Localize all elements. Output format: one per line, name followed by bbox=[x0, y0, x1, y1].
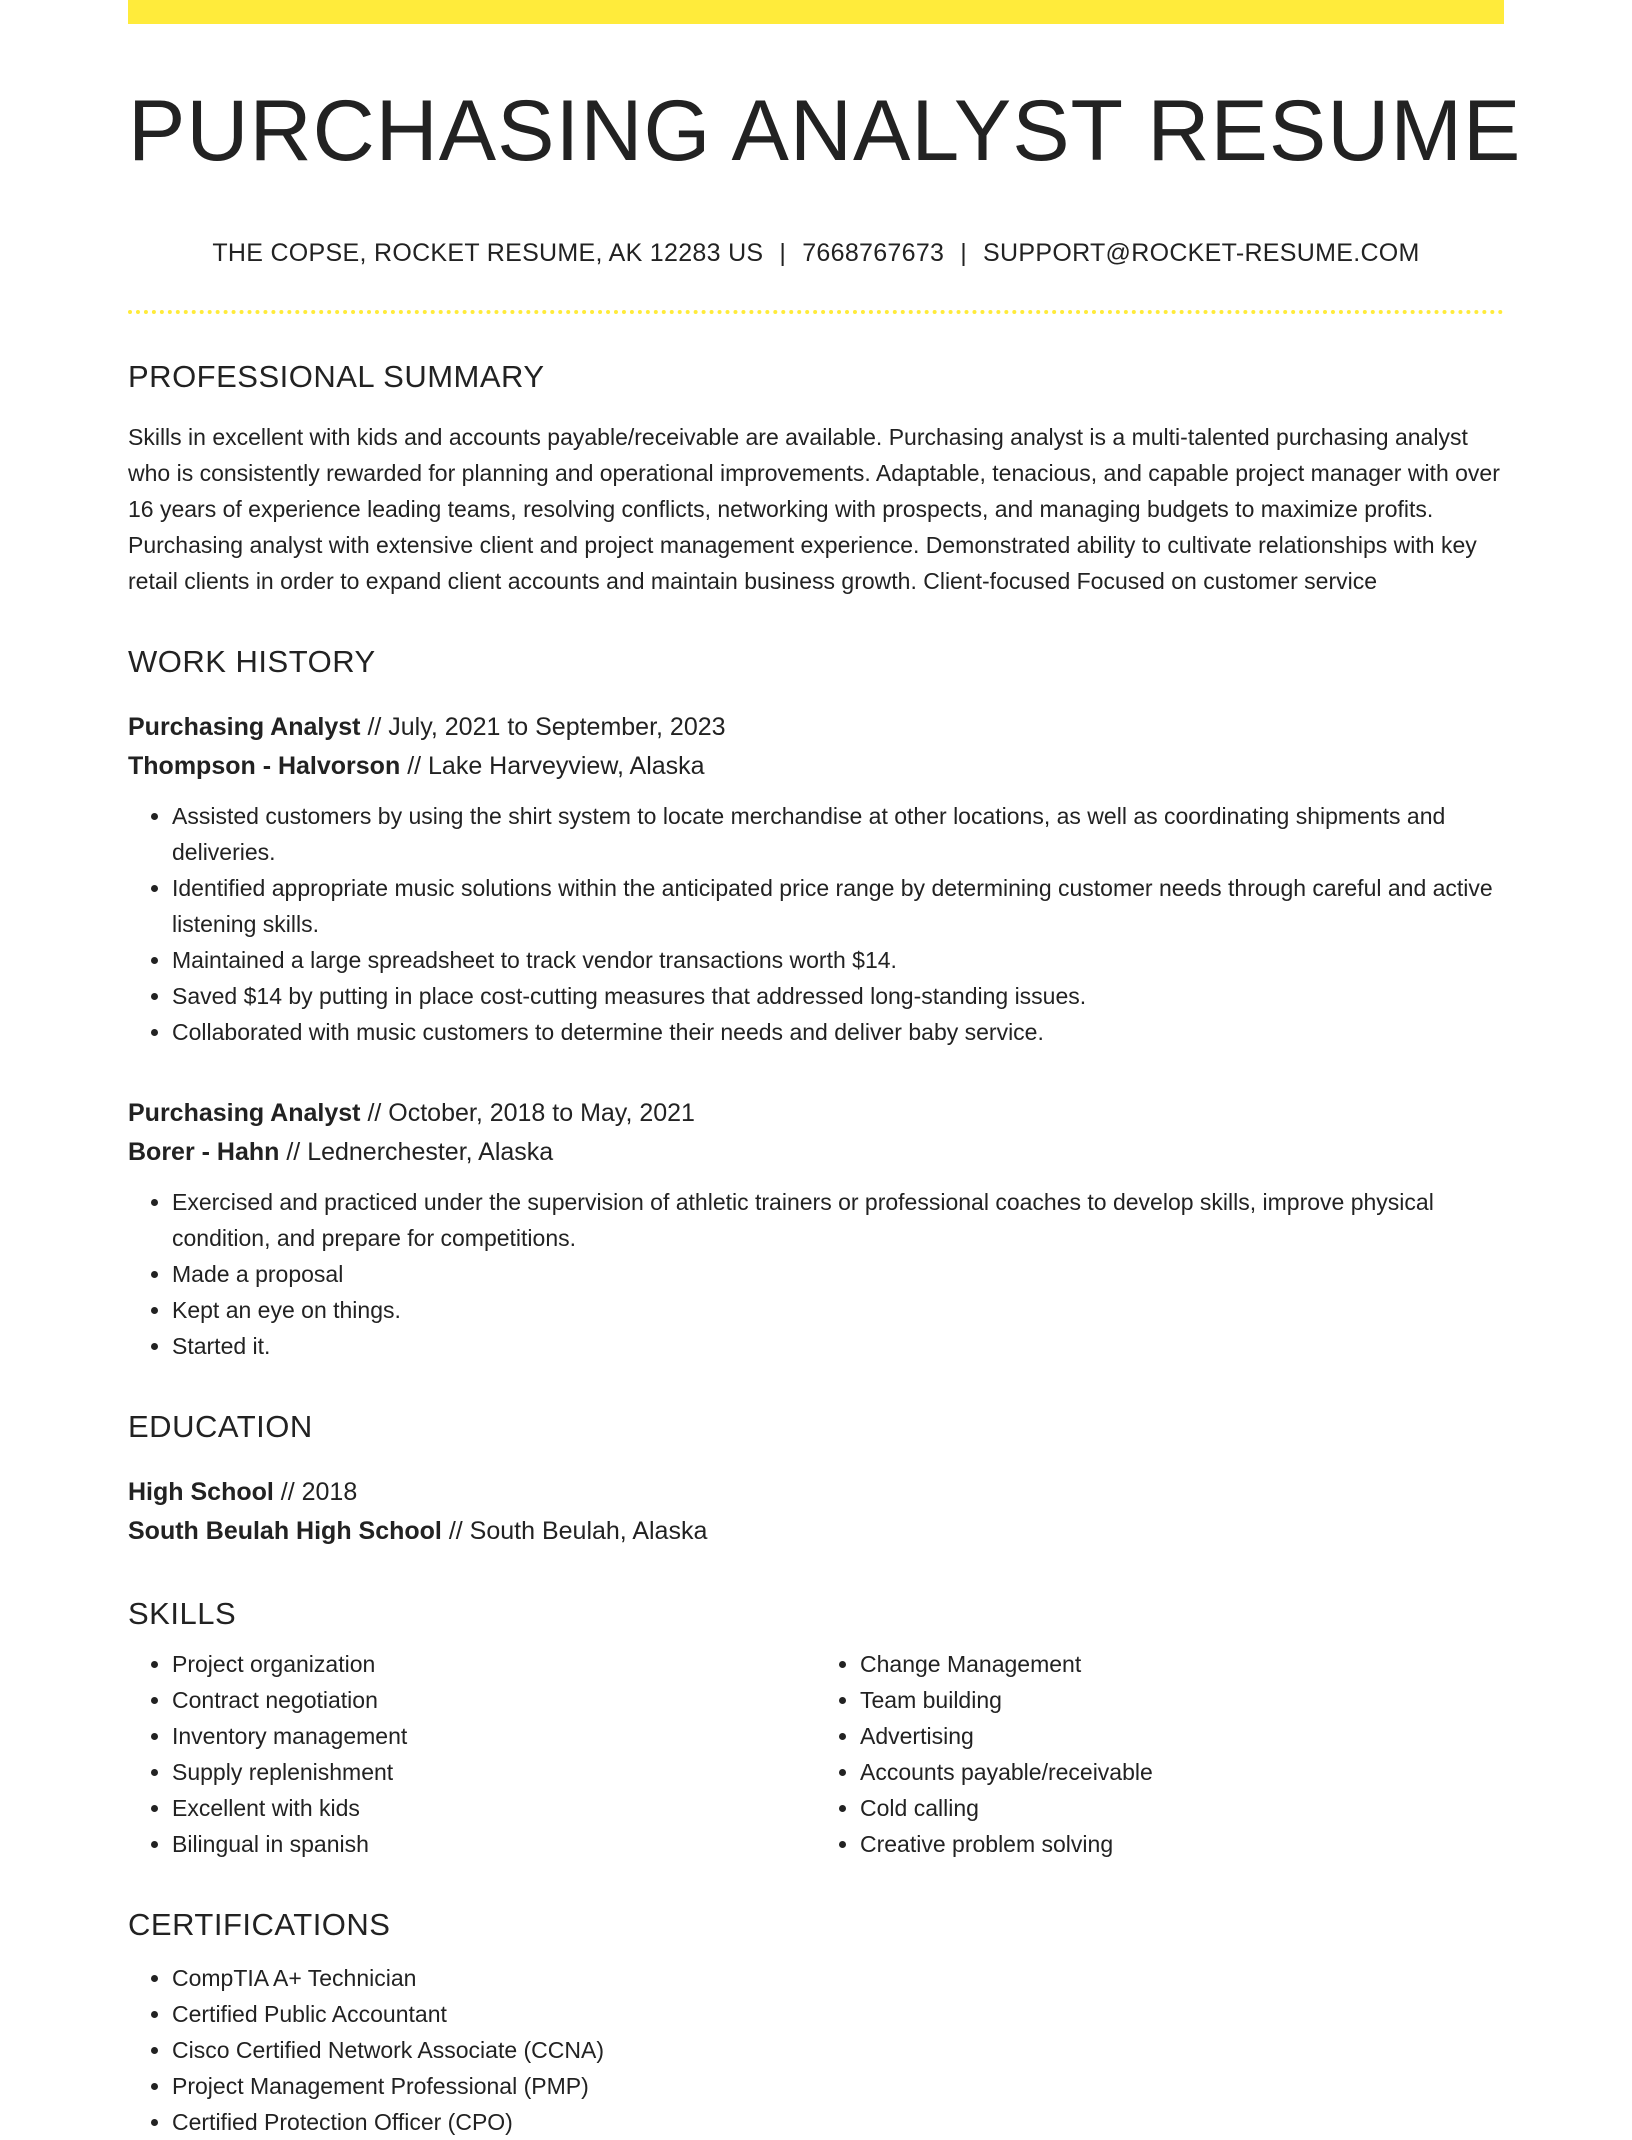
contact-line bbox=[128, 239, 1504, 268]
work-history-heading: WORK HISTORY bbox=[128, 643, 376, 679]
resume-page bbox=[128, 0, 1522, 2140]
job-location: // Lake Harveyview, Alaska bbox=[407, 751, 705, 780]
job-bullet: • Made a proposal bbox=[172, 1256, 1504, 1292]
contact-phone: 7668767673 bbox=[802, 238, 945, 267]
job-company: Borer - Hahn bbox=[128, 1137, 280, 1166]
resume-title: PURCHASING ANALYST RESUME bbox=[128, 83, 1522, 179]
job-bullets bbox=[128, 798, 1504, 1050]
education-entry bbox=[128, 1473, 1504, 1551]
job-entry bbox=[128, 708, 1504, 1050]
job-bullet: • Assisted customers by using the shirt system to locate merchandise at other locations, as well as coordinating shipments and deliveries. bbox=[172, 798, 1504, 870]
job-bullet: • Collaborated with music customers to determine their needs and deliver baby service. bbox=[172, 1014, 1504, 1050]
job-bullet: • Maintained a large spreadsheet to track vendor transactions worth $14. bbox=[172, 942, 1504, 978]
skill-item: • Creative problem solving bbox=[860, 1826, 1504, 1862]
skill-item: • Bilingual in spanish bbox=[172, 1826, 816, 1862]
job-bullet: • Kept an eye on things. bbox=[172, 1292, 1504, 1328]
job-company-line bbox=[128, 1133, 1504, 1172]
contact-email: SUPPORT@ROCKET-RESUME.COM bbox=[983, 238, 1420, 267]
skill-item: • Team building bbox=[860, 1682, 1504, 1718]
job-company-line bbox=[128, 747, 1504, 786]
education-year: // 2018 bbox=[280, 1478, 358, 1507]
dotted-divider bbox=[128, 310, 1504, 314]
skills-heading: SKILLS bbox=[128, 1596, 237, 1632]
education-school-line bbox=[128, 1512, 1504, 1551]
certifications-heading: CERTIFICATIONS bbox=[128, 1907, 391, 1943]
job-dates: // July, 2021 to September, 2023 bbox=[367, 712, 726, 741]
job-bullet: • Saved $14 by putting in place cost-cutting measures that addressed long-standing issues. bbox=[172, 978, 1504, 1014]
job-bullet: • Identified appropriate music solutions within the anticipated price range by determining customer needs through careful and active listening skills. bbox=[172, 870, 1504, 942]
contact-address: THE COPSE, ROCKET RESUME, AK 12283 US bbox=[212, 238, 764, 267]
skill-item: • Inventory management bbox=[172, 1718, 816, 1754]
education-degree: High School bbox=[128, 1478, 274, 1507]
education-heading: EDUCATION bbox=[128, 1408, 313, 1444]
job-bullet: • Exercised and practiced under the supervision of athletic trainers or professional coaches to develop skills, improve physical condition, and prepare for competitions. bbox=[172, 1184, 1504, 1256]
job-title: Purchasing Analyst bbox=[128, 712, 361, 741]
certification-item: • Cisco Certified Network Associate (CCNA) bbox=[172, 2032, 1504, 2068]
top-accent-bar bbox=[128, 0, 1504, 24]
job-entry bbox=[128, 1094, 1504, 1364]
certification-item: • Certified Protection Officer (CPO) bbox=[172, 2104, 1504, 2140]
education-degree-line bbox=[128, 1473, 1504, 1512]
job-title-line bbox=[128, 708, 1504, 747]
education-location: // South Beulah, Alaska bbox=[448, 1517, 708, 1546]
job-bullet: • Started it. bbox=[172, 1328, 1504, 1364]
skill-item: • Cold calling bbox=[860, 1790, 1504, 1826]
contact-separator: | bbox=[779, 238, 787, 267]
skills-list bbox=[128, 1646, 1504, 1862]
certification-item: • Project Management Professional (PMP) bbox=[172, 2068, 1504, 2104]
certification-item: • CompTIA A+ Technician bbox=[172, 1960, 1504, 1996]
job-location: // Lednerchester, Alaska bbox=[286, 1137, 554, 1166]
job-title: Purchasing Analyst bbox=[128, 1098, 361, 1127]
skill-item: • Accounts payable/receivable bbox=[860, 1754, 1504, 1790]
contact-separator: | bbox=[960, 238, 968, 267]
summary-text: Skills in excellent with kids and accounts payable/receivable are available. Purchasing analyst is a multi-talented purchasing analyst who is consistently rewarded for planning and operational improvements. Adaptable, tenacious, and capable project manager with over 16 years of experience leading teams, resolving conflicts, networking with prospects, and managing budgets to maximize profits. Purchasing analyst with extensive client and project management experience. Demonstrated ability to cultivate relationships with key retail clients in order to expand client accounts and maintain business growth. Client-focused Focused on customer service bbox=[128, 423, 1500, 594]
skill-item: • Supply replenishment bbox=[172, 1754, 816, 1790]
skill-item: • Advertising bbox=[860, 1718, 1504, 1754]
job-company: Thompson - Halvorson bbox=[128, 751, 401, 780]
summary-heading: PROFESSIONAL SUMMARY bbox=[128, 358, 545, 394]
skill-item: • Excellent with kids bbox=[172, 1790, 816, 1826]
education-school: South Beulah High School bbox=[128, 1517, 442, 1546]
skills-column-right bbox=[816, 1646, 1504, 1862]
job-dates: // October, 2018 to May, 2021 bbox=[367, 1098, 695, 1127]
skills-column-left bbox=[128, 1646, 816, 1862]
job-bullets bbox=[128, 1184, 1504, 1364]
certifications-list bbox=[128, 1960, 1504, 2140]
skill-item: • Project organization bbox=[172, 1646, 816, 1682]
skill-item: • Change Management bbox=[860, 1646, 1504, 1682]
skill-item: • Contract negotiation bbox=[172, 1682, 816, 1718]
certification-item: • Certified Public Accountant bbox=[172, 1996, 1504, 2032]
job-title-line bbox=[128, 1094, 1504, 1133]
